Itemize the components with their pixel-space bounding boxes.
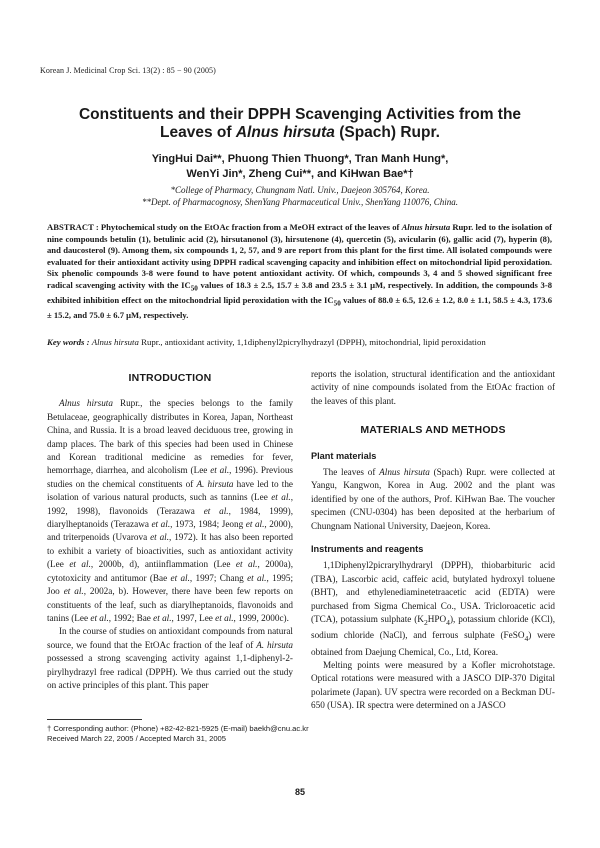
- species-name: Alnus hirsuta: [379, 467, 430, 478]
- footnote: [47, 724, 309, 744]
- subscript: 50: [190, 284, 198, 293]
- species-name: Alnus hirsuta: [59, 398, 113, 409]
- et-al: et al.: [210, 465, 230, 476]
- abstract: [47, 222, 552, 321]
- page-number: 85: [294, 787, 305, 797]
- et-al: et al.: [170, 572, 190, 583]
- left-column: [47, 368, 293, 692]
- section-heading-introduction: INTRODUCTION: [128, 372, 212, 384]
- affiliation-2: **Dept. of Pharmacognosy, ShenYang Pharmaceutical Univ., ShenYang 110076, China.: [142, 197, 458, 207]
- body-text: , 2000a), cytotoxicity and antitumor (Bae: [47, 559, 294, 583]
- keywords: [47, 337, 552, 348]
- abstract-text: Phytochemical study on the EtOAc fraction from a MeOH extract of the leaves of: [98, 222, 402, 232]
- title-species: Alnus hirsuta: [235, 124, 335, 141]
- right-column: [311, 368, 555, 713]
- abstract-text: values of 88.0 ± 6.5, 12.6 ± 1.2, 8.0 ± 1.1, 58.5 ± 4.3, 173.6 ± 15.2, and 75.0 ± 6.7 μM, respectively.: [47, 294, 552, 320]
- species-name: A. hirsuta: [196, 478, 234, 489]
- species-name: A. hirsuta: [256, 639, 293, 650]
- melting-points-paragraph: Melting points were measured by a Kofler microhotstage. Optical rotations were measured with a JASCO DIP-370 Digital polarimete (Japan). UV spectra were recorded on a Beckman DU-650 (USA). IR spectra were determined on a JASCO: [311, 659, 555, 711]
- received-dates: Received March 22, 2005 / Accepted March 31, 2005: [47, 734, 226, 743]
- intro-continuation: reports the isolation, structural identification and the antioxidant activity of nine compounds isolated from the EtOAc fraction of the leaves of this plant.: [311, 369, 555, 406]
- et-al: et al.: [245, 519, 265, 530]
- affiliation-1: *College of Pharmacy, Chungnam Natl. Univ., Daejeon 305764, Korea.: [170, 185, 430, 195]
- paper-title: [40, 106, 560, 142]
- subscript: 4: [524, 634, 529, 644]
- keywords-label: Key words :: [47, 337, 90, 347]
- authors-line-2: WenYi Jin*, Zheng Cui**, and KiHwan Bae*†: [186, 168, 414, 180]
- authors-line-1: YingHui Dai**, Phuong Thien Thuong*, Tran Manh Hung*,: [151, 153, 449, 165]
- et-al: et al.: [151, 519, 171, 530]
- body-text: , 1995; Joo: [47, 572, 294, 597]
- body-text: HPO: [427, 614, 447, 625]
- section-heading-methods: MATERIALS AND METHODS: [360, 424, 506, 437]
- body-text: ) were obtained from Daejung Chemical, Co., Ltd, Korea.: [311, 630, 555, 657]
- keywords-species: Alnus hirsuta: [91, 337, 139, 347]
- body-text: , 2000), and triterpenoids (Uvarova: [47, 519, 294, 543]
- abstract-species: Alnus hirsuta: [401, 222, 451, 232]
- subsection-instruments: Instruments and reagents: [311, 544, 424, 555]
- subsection-plant-materials: Plant materials: [311, 450, 377, 461]
- title-text: Leaves of: [160, 124, 236, 141]
- et-al: et al.: [63, 586, 84, 597]
- abstract-text: Rupr. led to the isolation of nine compounds betulin (1), betulinic acid (2), hirsutanonol (3), hirsutenone (4), quercetin (5), avicularin (6), gallic acid (7), hyperin (8), and daucosterol (9). Among them, six compounds 1, 2, 57, and 9 are report from this plant for the first time. All isolated compounds were evaluated for their antioxidant activity using DPPH radical scavenging capacity and inhibition effect on mitochondrial lipid peroxidation. Six phenolic compounds 3-8 were found to have potent antioxidant activity. Of which, compounds 3, 4 and 5 showed significant free radical scavenging activity with the IC: [47, 222, 553, 290]
- instruments-paragraph: [311, 559, 555, 659]
- body-text: (Spach) Rupr. were collected at Yangu, Kangwon, Korea in Aug. 2002 and the plant was identified by one of the authors, Prof. KiHwan Bae. The voucher specimen (CNU-0304) has been deposited at the herbarium of Chungnam National University, Daejeon, Korea.: [311, 467, 555, 531]
- footnote-divider: [47, 719, 142, 720]
- et-al: et al.: [90, 612, 109, 623]
- abstract-text: values of 18.3 ± 2.5, 15.7 ± 3.8 and 23.5 ± 3.1 μM, respectively. In addition, the compounds 3-8 exhibited inhibition effect on the mitochondrial lipid peroxidation with the IC: [47, 279, 552, 305]
- et-al: et al.: [150, 532, 170, 543]
- title-line-2: [40, 124, 560, 142]
- subscript: 50: [333, 299, 341, 308]
- body-text: , 1997, Lee: [171, 612, 216, 623]
- journal-header: Korean J. Medicinal Crop Sci. 13(2) : 85 − 90 (2005): [40, 66, 216, 75]
- body-text: In the course of studies on antioxidant compounds from natural source, we found that the EtOAc fraction of the leaf of: [47, 626, 293, 650]
- keywords-text: Rupr., antioxidant activity, 1,1diphenyl2picrylhydrazyl (DPPH), mitochondrial, lipid peroxidation: [138, 337, 486, 347]
- body-text: , 1984, 1999), diarylheptanoids (Terazawa: [47, 505, 293, 530]
- et-al: et al.: [153, 612, 172, 623]
- body-text: , 2002a, b). However, there have been few reports on constituents of the leaf, such as diarylheptanoids, flavonoids and tanins (Lee: [47, 586, 294, 623]
- body-text: , 1992, 1998), flavonoids (Terazawa: [47, 492, 294, 516]
- abstract-label: ABSTRACT :: [47, 222, 99, 232]
- body-text: Rupr., the species belongs to the family Betulaceae, geographically distributes in Korea, Japan, Northeast China, and Russia. It is a broad leaved deciduous tree, growing in damp places. The bark of this species had been used in Chinese and Korean traditional medicine as remedies for fever, hemorrhage, diarrhea, and alcoholism (Lee: [47, 398, 293, 476]
- corresponding-author: † Corresponding author: (Phone) +82-42-821-5925 (E-mail) baekh@cnu.ac.kr: [47, 724, 309, 733]
- subscript: 2: [423, 617, 428, 627]
- body-text: have led to the isolation of various natural products, such as tannins (Lee: [47, 478, 293, 503]
- body-text: possessed a strong scavenging activity against 1,1-diphenyl-2-pirylhydrazyl free radical (DPPH). We thus carried out the study on active principles of this plant. This paper: [47, 653, 293, 690]
- et-al: et al.: [215, 612, 234, 623]
- intro-paragraph-1: [47, 397, 293, 625]
- et-al: et al.: [69, 559, 91, 570]
- subscript: 4: [446, 617, 450, 627]
- et-al: et al.: [271, 492, 291, 503]
- body-text: , 2000b, d), antiinflammation (Lee: [90, 559, 236, 570]
- et-al: et al.: [235, 559, 258, 570]
- body-text: ), potassium chloride (KCl), sodium chloride (NaCl), and ferrous sulphate (FeSO: [311, 614, 555, 641]
- body-text: 1,1Diphenyl2picrarylhydraryl (DPPH), thiobarbituric acid (TBA), Lascorbic acid, caffeic acid, butylated hydroxyl toluene (BHT), and ethylenediaminetetraacetic acid (EDTA) were purchased from Sigma Chemical Co., USA. Tricloroacetic acid (TCA), potassium sulphate (K: [311, 560, 555, 625]
- et-al: et al.: [203, 505, 229, 516]
- body-text: The leaves of: [323, 467, 380, 478]
- title-text: (Spach) Rupr.: [334, 124, 440, 141]
- plant-materials-paragraph: [311, 466, 555, 533]
- title-line-1: Constituents and their DPPH Scavenging Activities from the: [78, 106, 522, 123]
- body-text: , 1992; Bae: [108, 612, 154, 623]
- author-list: [60, 152, 540, 182]
- intro-paragraph-2: [47, 625, 293, 692]
- body-text: , 1999, 2000c).: [233, 612, 289, 623]
- et-al: et al.: [247, 572, 267, 583]
- body-text: , 1973, 1984; Jeong: [170, 519, 246, 530]
- body-text: , 1972). It has also been reported to exhibit a variety of bioactivities, such as antioxidant activity (Lee: [47, 532, 293, 570]
- body-text: , 1997; Chang: [189, 572, 248, 583]
- body-text: , 1996). Previous studies on the chemical constituents of: [47, 465, 293, 489]
- affiliations: [40, 184, 560, 208]
